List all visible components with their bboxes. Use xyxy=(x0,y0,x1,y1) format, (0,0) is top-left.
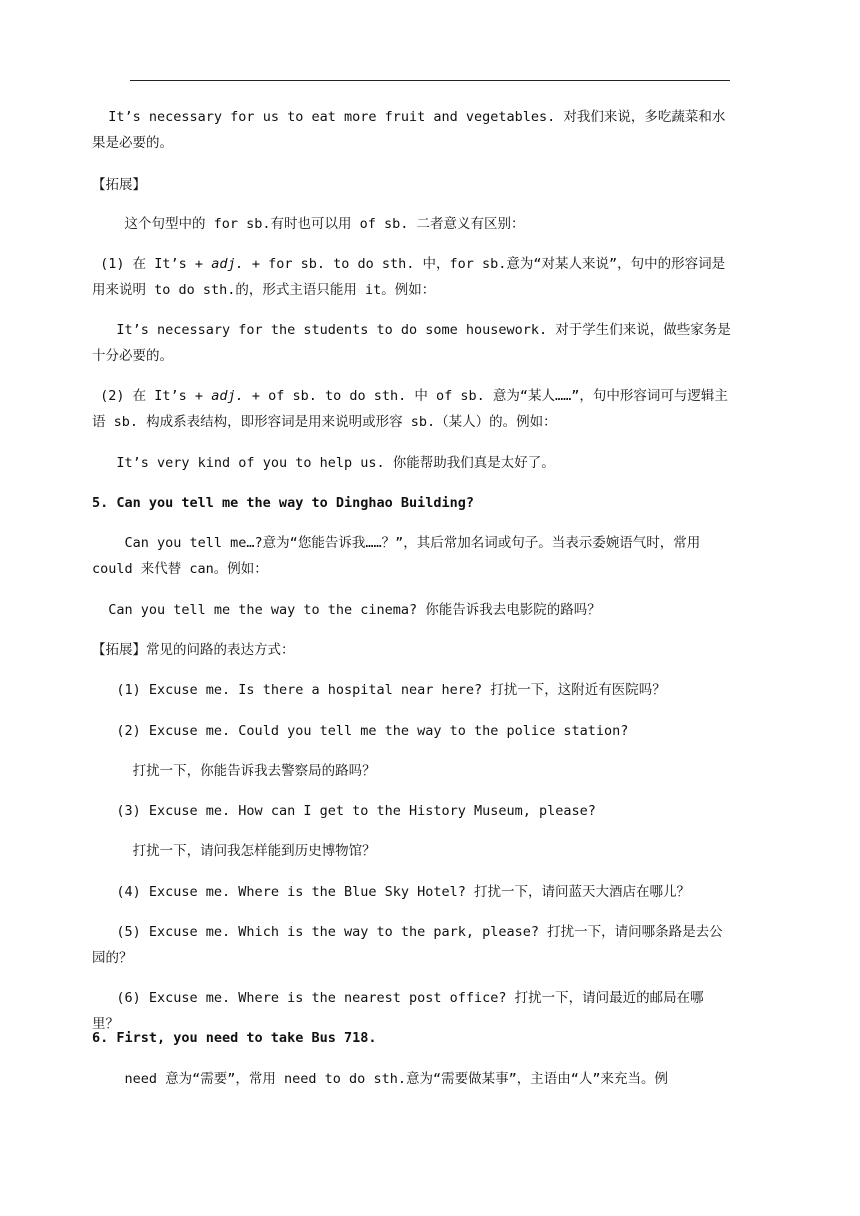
list-item: (5) Excuse me. Which is the way to the park, please? 打扰一下，请问哪条路是去公园的？ xyxy=(92,924,723,966)
list-item: (3) Excuse me. How can I get to the History Museum, please? xyxy=(92,803,596,819)
italic-text: adj. xyxy=(211,388,244,404)
section-heading: 6. First, you need to take Bus 718. xyxy=(92,1030,377,1046)
text-run: + of sb. to do sth. 中 of sb. 意为“某人……”，句中形容词可与逻辑主语 sb. 构成系表结构，即形容词是用来说明或形容 sb.（某人）的。例如： xyxy=(92,388,728,430)
example-sentence: Can you tell me the way to the cinema? 你能告诉我去电影院的路吗？ xyxy=(92,602,601,618)
list-item: (4) Excuse me. Where is the Blue Sky Hotel? 打扰一下，请问蓝天大酒店在哪儿？ xyxy=(92,884,691,900)
list-item: (1) Excuse me. Is there a hospital near here? 打扰一下，这附近有医院吗？ xyxy=(92,682,666,698)
paragraph: Can you tell me…?意为“您能告诉我……？”，其后常加名词或句子。当表示委婉语气时，常用 could 来代替 can。例如： xyxy=(92,535,709,577)
example-sentence: It’s necessary for us to eat more fruit and vegetables. 对我们来说，多吃蔬菜和水果是必要的。 xyxy=(92,109,726,151)
example-sentence: It’s very kind of you to help us. 你能帮助我们真是太好了。 xyxy=(92,455,555,471)
text-run: (1) 在 It’s + xyxy=(92,256,212,272)
text-run: (2) 在 It’s + xyxy=(92,388,212,404)
paragraph: 这个句型中的 for sb.有时也可以用 of sb. 二者意义有区别： xyxy=(92,216,525,232)
italic-text: adj. xyxy=(211,256,244,272)
list-item: (6) Excuse me. Where is the nearest post office? 打扰一下，请问最近的邮局在哪里？ xyxy=(92,990,704,1032)
section-heading: 5. Can you tell me the way to Dinghao Building? xyxy=(92,495,475,511)
example-sentence: It’s necessary for the students to do some housework. 对于学生们来说，做些家务是十分必要的。 xyxy=(92,322,731,364)
list-item: (2) Excuse me. Could you tell me the way to the police station? xyxy=(92,723,629,739)
header-rule xyxy=(130,80,730,81)
list-item-translation: 打扰一下，请问我怎样能到历史博物馆？ xyxy=(92,843,376,859)
paragraph xyxy=(92,251,732,303)
list-item-translation: 打扰一下，你能告诉我去警察局的路吗？ xyxy=(92,763,376,779)
text-run: + for sb. to do sth. 中，for sb.意为“对某人来说”，句中的形容词是用来说明 to do sth.的，形式主语只能用 it。例如： xyxy=(92,256,726,298)
section-heading: 【拓展】 xyxy=(92,177,146,193)
paragraph: need 意为“需要”，常用 need to do sth.意为“需要做某事”，主语由“人”来充当。例 xyxy=(92,1071,668,1087)
section-heading: 【拓展】常见的问路的表达方式： xyxy=(92,642,295,658)
paragraph xyxy=(92,383,732,435)
